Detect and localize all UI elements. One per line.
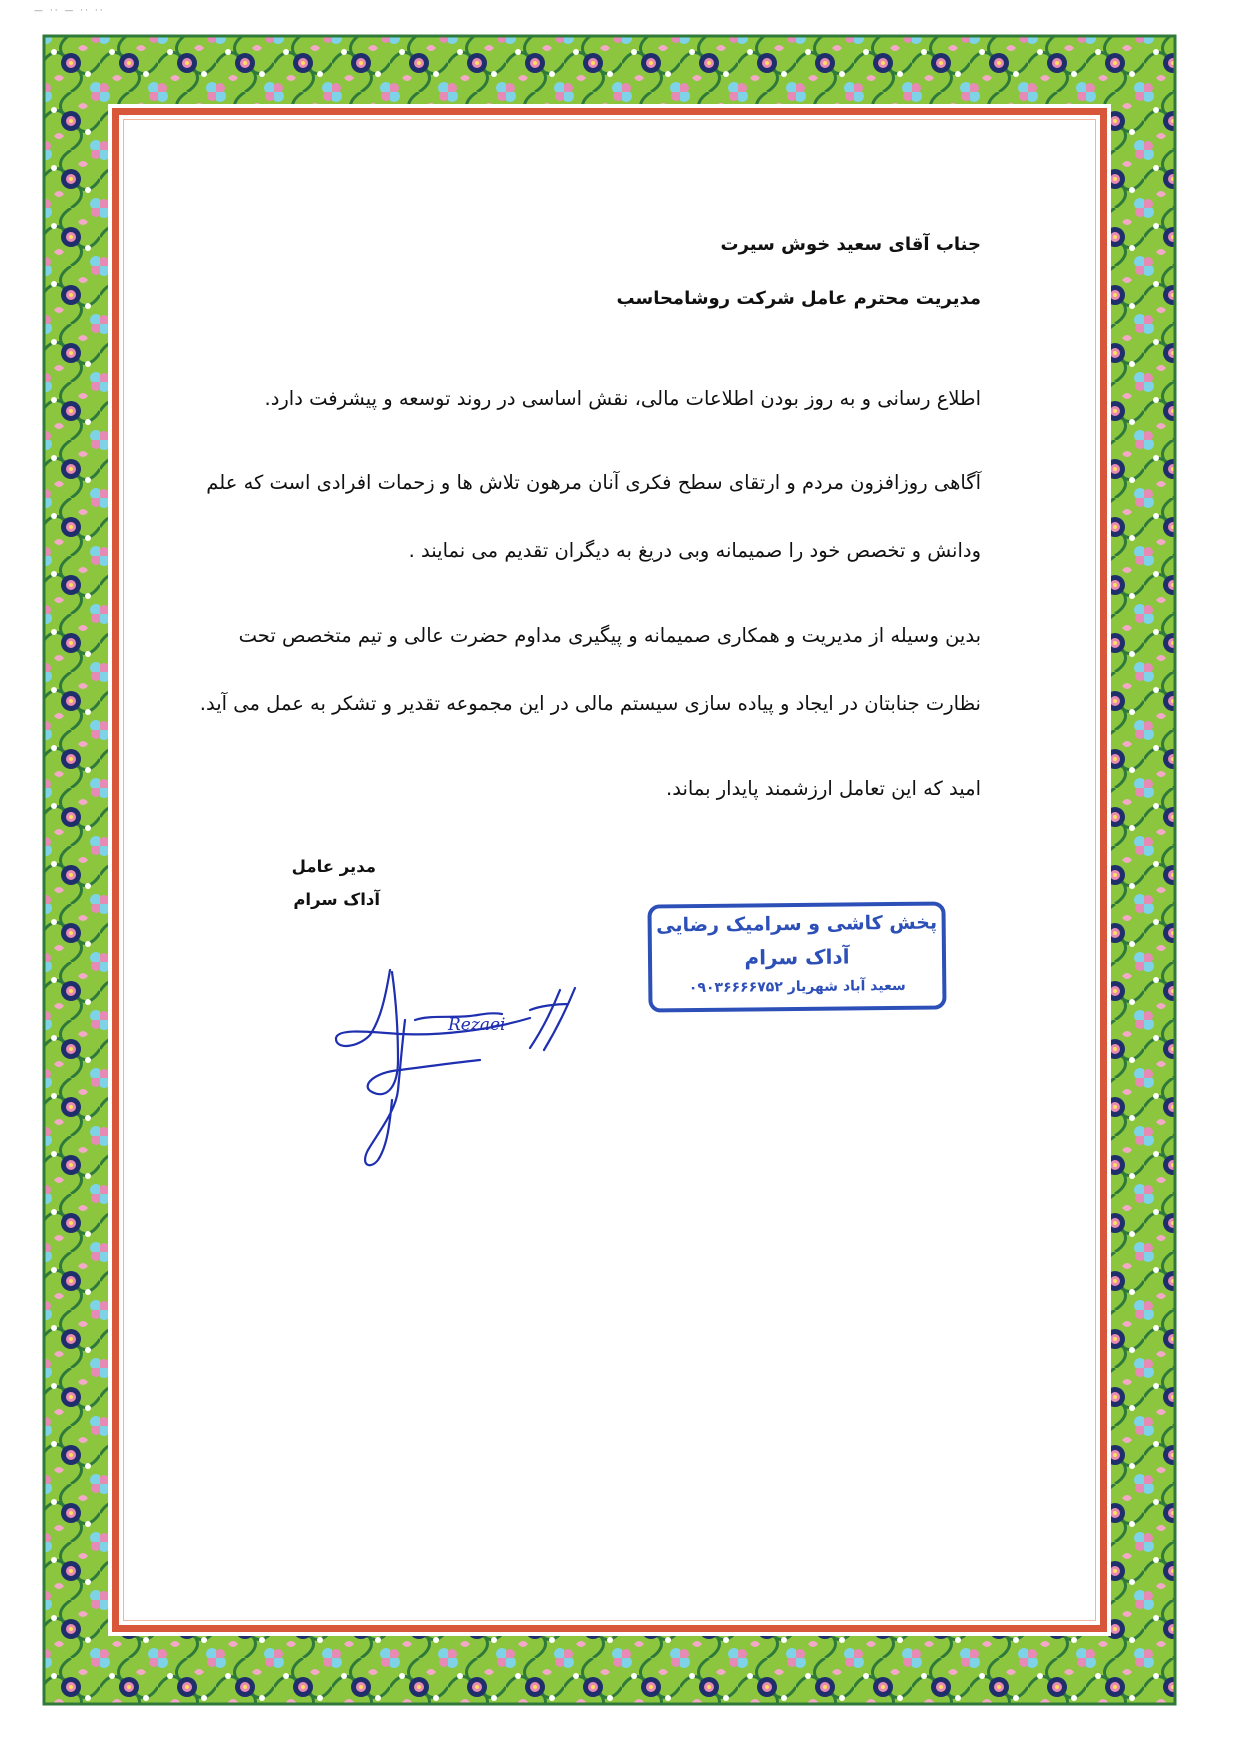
company-stamp [647, 901, 946, 1012]
recipient-name: جناب آقای سعید خوش سیرت [720, 234, 981, 255]
paragraph-3-line-2: نظارت جنابتان در ایجاد و پیاده سازی سیستم مالی در این مجموعه تقدیر و تشکر به عمل می آید. [199, 692, 981, 715]
handwritten-signature [330, 960, 590, 1180]
letter-paper [112, 108, 1107, 1632]
paper-inner-rule [123, 119, 1096, 1621]
signer-title: مدیر عامل [291, 857, 376, 876]
paragraph-3-line-1: بدین وسیله از مدیریت و همکاری صمیمانه و پیگیری مداوم حضرت عالی و تیم متخصص تحت [238, 624, 981, 647]
scan-mark: — ·· — ·· ·· [34, 6, 105, 16]
paragraph-4: امید که این تعامل ارزشمند پایدار بماند. [666, 777, 981, 800]
signature-name-text: Rezaei [448, 1015, 506, 1035]
stamp-line-3: سعید آباد شهریار ۰۹۰۳۶۶۶۶۷۵۲ [688, 977, 906, 997]
signer-company: آداک سرام [293, 890, 380, 909]
stamp-line-1: پخش کاشی و سرامیک رضایی [656, 911, 938, 937]
recipient-title: مدیریت محترم عامل شرکت روشامحاسب [616, 288, 981, 309]
paragraph-2-line-1: آگاهی روزافزون مردم و ارتقای سطح فکری آنان مرهون تلاش ها و زحمات افرادی است که علم [206, 471, 981, 494]
ornamental-frame [42, 34, 1177, 1706]
paragraph-2-line-2: ودانش و تخصص خود را صمیمانه وبی دریغ به دیگران تقدیم می نمایند . [408, 539, 981, 562]
stamp-line-2: آداک سرام [744, 944, 850, 970]
paragraph-1: اطلاع رسانی و به روز بودن اطلاعات مالی، نقش اساسی در روند توسعه و پیشرفت دارد. [264, 387, 981, 410]
